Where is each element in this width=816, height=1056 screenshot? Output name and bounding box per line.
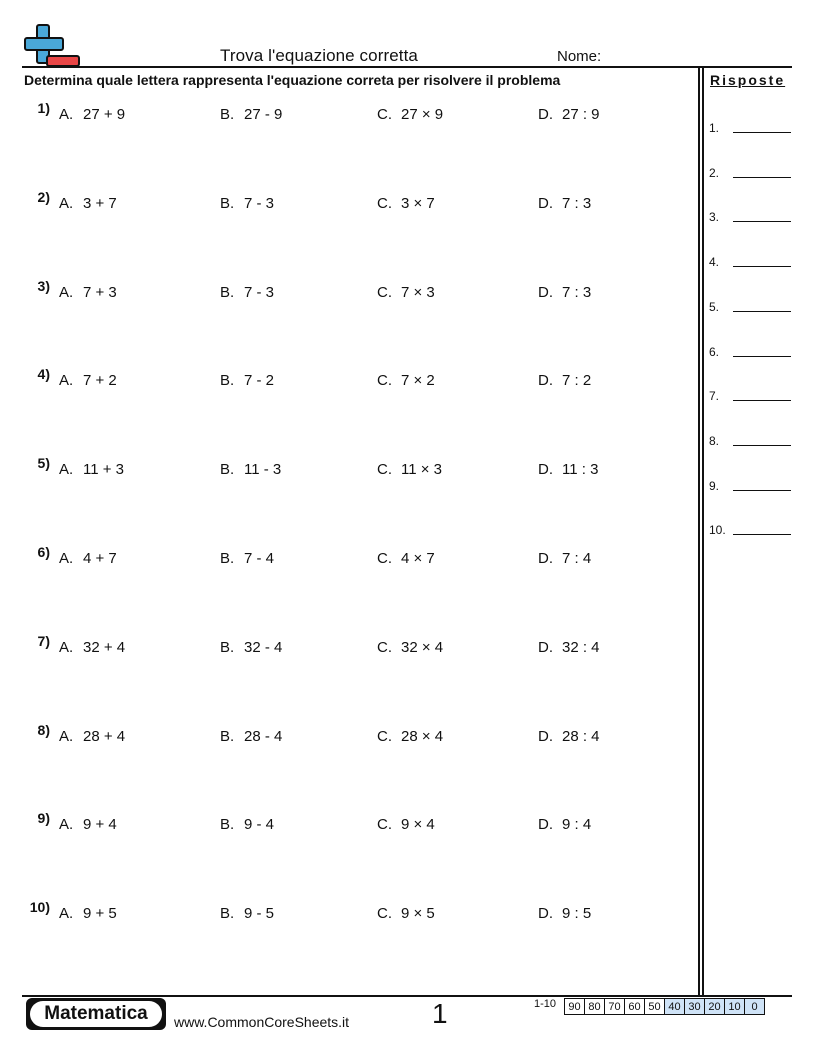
answer-option	[538, 195, 591, 212]
option-letter: A.	[59, 372, 74, 390]
option-letter: B.	[220, 283, 235, 301]
option-expression: 4 + 7	[83, 550, 117, 567]
answer-option	[59, 284, 117, 301]
answer-option	[377, 728, 443, 745]
problem-number: 5)	[37, 455, 50, 472]
answer-option	[220, 195, 274, 212]
option-letter: B.	[220, 905, 235, 923]
option-letter: C.	[377, 550, 392, 567]
answer-option	[59, 106, 125, 123]
option-letter: D.	[538, 194, 553, 212]
answer-option	[377, 284, 435, 301]
answer-number: 6.	[709, 344, 720, 359]
problem-row	[24, 100, 684, 126]
answer-slot	[709, 389, 719, 403]
answer-option	[538, 728, 600, 745]
option-letter: D.	[538, 727, 553, 745]
option-expression: 11 : 3	[562, 461, 599, 479]
answer-blank[interactable]	[733, 400, 791, 401]
answer-option	[59, 461, 124, 478]
option-letter: C.	[377, 283, 392, 301]
score-cell: 50	[645, 998, 665, 1015]
answer-number: 9.	[709, 478, 720, 493]
answer-option	[377, 195, 435, 212]
brand-label: Matematica	[30, 1001, 162, 1027]
answer-option	[538, 639, 600, 656]
answer-option	[538, 372, 591, 389]
option-letter: D.	[538, 550, 553, 567]
problem-number: 4)	[37, 366, 50, 383]
site-url: www.CommonCoreSheets.it	[174, 1014, 350, 1030]
problem-row	[24, 721, 684, 748]
answer-option	[220, 106, 282, 123]
answer-slot	[709, 479, 719, 493]
answer-blank[interactable]	[733, 221, 791, 222]
answer-number: 3.	[709, 210, 720, 225]
answer-option	[59, 550, 117, 567]
option-expression: 3 + 7	[83, 194, 117, 212]
problem-row	[24, 632, 684, 659]
option-letter: D.	[538, 106, 553, 123]
option-expression: 7 × 3	[401, 283, 435, 301]
problem-row	[24, 455, 684, 481]
answer-option	[538, 905, 591, 922]
option-expression: 7 : 3	[562, 194, 592, 212]
option-letter: C.	[377, 461, 392, 479]
answer-option	[220, 461, 281, 478]
problem-number: 8)	[37, 721, 50, 738]
option-letter: B.	[220, 461, 235, 479]
answer-option	[59, 816, 117, 833]
option-letter: C.	[377, 194, 392, 212]
option-letter: D.	[538, 461, 553, 479]
answer-option	[377, 372, 435, 389]
answer-option	[377, 106, 443, 123]
problem-number: 1)	[37, 100, 50, 116]
answer-slot	[709, 300, 719, 314]
option-expression: 7 : 2	[562, 372, 592, 390]
option-letter: A.	[59, 638, 74, 656]
option-expression: 27 : 9	[562, 106, 600, 123]
answer-blank[interactable]	[733, 266, 791, 267]
option-expression: 3 × 7	[401, 194, 435, 212]
score-cell: 70	[605, 998, 625, 1015]
instructions: Determina quale lettera rappresenta l'equazione correta per risolvere il problema	[24, 72, 561, 88]
option-letter: C.	[377, 816, 392, 834]
answer-option	[220, 728, 282, 745]
option-letter: D.	[538, 283, 553, 301]
option-letter: A.	[59, 194, 74, 212]
score-cell: 40	[665, 998, 685, 1015]
option-letter: B.	[220, 816, 235, 834]
problem-row	[24, 188, 684, 215]
answer-slot	[709, 255, 719, 269]
option-letter: C.	[377, 638, 392, 656]
answer-option	[59, 195, 117, 212]
option-expression: 9 × 5	[401, 905, 435, 923]
option-expression: 9 + 4	[83, 816, 117, 834]
score-cell: 0	[745, 998, 765, 1015]
option-letter: A.	[59, 461, 74, 479]
option-expression: 32 - 4	[244, 638, 283, 656]
answer-option	[538, 816, 591, 833]
option-letter: C.	[377, 905, 392, 923]
option-expression: 27 - 9	[244, 106, 283, 123]
answer-slot	[709, 523, 726, 537]
option-expression: 27 × 9	[401, 106, 444, 123]
option-letter: A.	[59, 283, 74, 301]
option-expression: 11 + 3	[83, 461, 125, 479]
problem-number: 9)	[37, 810, 50, 827]
option-expression: 32 : 4	[562, 638, 600, 656]
answer-blank[interactable]	[733, 356, 791, 357]
option-expression: 9 + 5	[83, 905, 117, 923]
option-expression: 9 : 5	[562, 905, 592, 923]
top-divider	[22, 66, 792, 68]
answer-option	[220, 816, 274, 833]
page-number: 1	[432, 998, 448, 1029]
option-letter: D.	[538, 816, 553, 834]
option-expression: 7 : 3	[562, 283, 592, 301]
option-letter: A.	[59, 727, 74, 745]
option-expression: 11 × 3	[401, 461, 443, 479]
score-range-label: 1-10	[534, 998, 557, 1010]
option-letter: C.	[377, 106, 392, 123]
answers-title: Risposte	[710, 72, 786, 88]
answer-blank[interactable]	[733, 311, 791, 312]
option-expression: 7 + 3	[83, 283, 117, 301]
logo	[24, 24, 80, 68]
answer-slot	[709, 121, 719, 135]
answer-option	[538, 550, 591, 567]
problem-number: 3)	[37, 277, 50, 294]
problem-number: 6)	[37, 544, 50, 560]
answer-option	[220, 550, 274, 567]
option-expression: 27 + 9	[83, 106, 126, 123]
answer-option	[377, 550, 435, 567]
option-expression: 7 - 4	[244, 550, 275, 567]
answer-option	[220, 639, 282, 656]
answer-number: 10.	[709, 523, 726, 538]
option-expression: 7 - 2	[244, 372, 275, 390]
option-expression: 7 - 3	[244, 194, 275, 212]
answer-blank[interactable]	[733, 534, 791, 535]
answer-slot	[709, 210, 719, 224]
option-expression: 7 : 4	[562, 550, 592, 567]
worksheet-title: Trova l'equazione corretta	[220, 46, 418, 65]
problem-row	[24, 277, 684, 304]
option-expression: 4 × 7	[401, 550, 435, 567]
option-expression: 7 + 2	[83, 372, 117, 390]
answer-option	[538, 461, 598, 478]
option-letter: B.	[220, 550, 235, 567]
answer-number: 4.	[709, 255, 720, 270]
answer-option	[377, 816, 435, 833]
option-letter: D.	[538, 372, 553, 390]
answer-option	[220, 284, 274, 301]
option-expression: 9 : 4	[562, 816, 592, 834]
problem-number: 7)	[37, 632, 50, 649]
problem-row	[24, 899, 684, 925]
answer-number: 8.	[709, 433, 720, 448]
score-table	[564, 998, 765, 1015]
option-letter: A.	[59, 550, 74, 567]
answer-option	[538, 106, 600, 123]
option-expression: 11 - 3	[244, 461, 282, 479]
answer-slot	[709, 166, 719, 180]
answer-option	[220, 905, 274, 922]
answer-option	[377, 905, 435, 922]
option-expression: 7 - 3	[244, 283, 275, 301]
option-expression: 28 + 4	[83, 727, 126, 745]
option-letter: A.	[59, 816, 74, 834]
answer-number: 2.	[709, 165, 720, 180]
option-letter: D.	[538, 638, 553, 656]
answer-option	[538, 284, 591, 301]
score-cell: 60	[625, 998, 645, 1015]
option-letter: B.	[220, 638, 235, 656]
option-expression: 32 × 4	[401, 638, 444, 656]
answer-number: 1.	[709, 121, 720, 135]
option-expression: 28 : 4	[562, 727, 600, 745]
problem-row	[24, 810, 684, 836]
score-cell: 90	[565, 998, 585, 1015]
score-cell: 80	[585, 998, 605, 1015]
answer-option	[220, 372, 274, 389]
answer-blank[interactable]	[733, 490, 791, 491]
answer-option	[377, 639, 443, 656]
problem-row	[24, 366, 684, 392]
answer-number: 5.	[709, 299, 720, 314]
option-expression: 9 × 4	[401, 816, 435, 834]
answer-blank[interactable]	[733, 132, 791, 133]
option-expression: 32 + 4	[83, 638, 126, 656]
option-expression: 28 × 4	[401, 727, 444, 745]
option-letter: B.	[220, 106, 235, 123]
answer-number: 7.	[709, 389, 720, 404]
name-label: Nome:	[557, 48, 602, 65]
answer-blank[interactable]	[733, 177, 791, 178]
answer-slot	[709, 345, 719, 359]
option-letter: B.	[220, 727, 235, 745]
option-letter: C.	[377, 372, 392, 390]
score-cell: 30	[685, 998, 705, 1015]
answer-option	[377, 461, 442, 478]
problem-number: 10)	[29, 899, 50, 916]
option-letter: A.	[59, 905, 74, 923]
option-expression: 28 - 4	[244, 727, 283, 745]
score-cell: 10	[725, 998, 745, 1015]
problem-number: 2)	[37, 188, 50, 205]
score-cell: 20	[705, 998, 725, 1015]
answer-slot	[709, 434, 719, 448]
option-letter: C.	[377, 727, 392, 745]
problem-row	[24, 544, 684, 570]
option-letter: A.	[59, 106, 74, 123]
answer-option	[59, 639, 125, 656]
option-expression: 7 × 2	[401, 372, 435, 390]
answer-blank[interactable]	[733, 445, 791, 446]
option-expression: 9 - 4	[244, 816, 275, 834]
answer-column-divider	[698, 68, 700, 996]
option-letter: D.	[538, 905, 553, 923]
bottom-divider	[22, 995, 792, 997]
option-expression: 9 - 5	[244, 905, 275, 923]
answer-option	[59, 728, 125, 745]
answer-option	[59, 905, 117, 922]
answer-option	[59, 372, 117, 389]
option-letter: B.	[220, 194, 235, 212]
option-letter: B.	[220, 372, 235, 390]
